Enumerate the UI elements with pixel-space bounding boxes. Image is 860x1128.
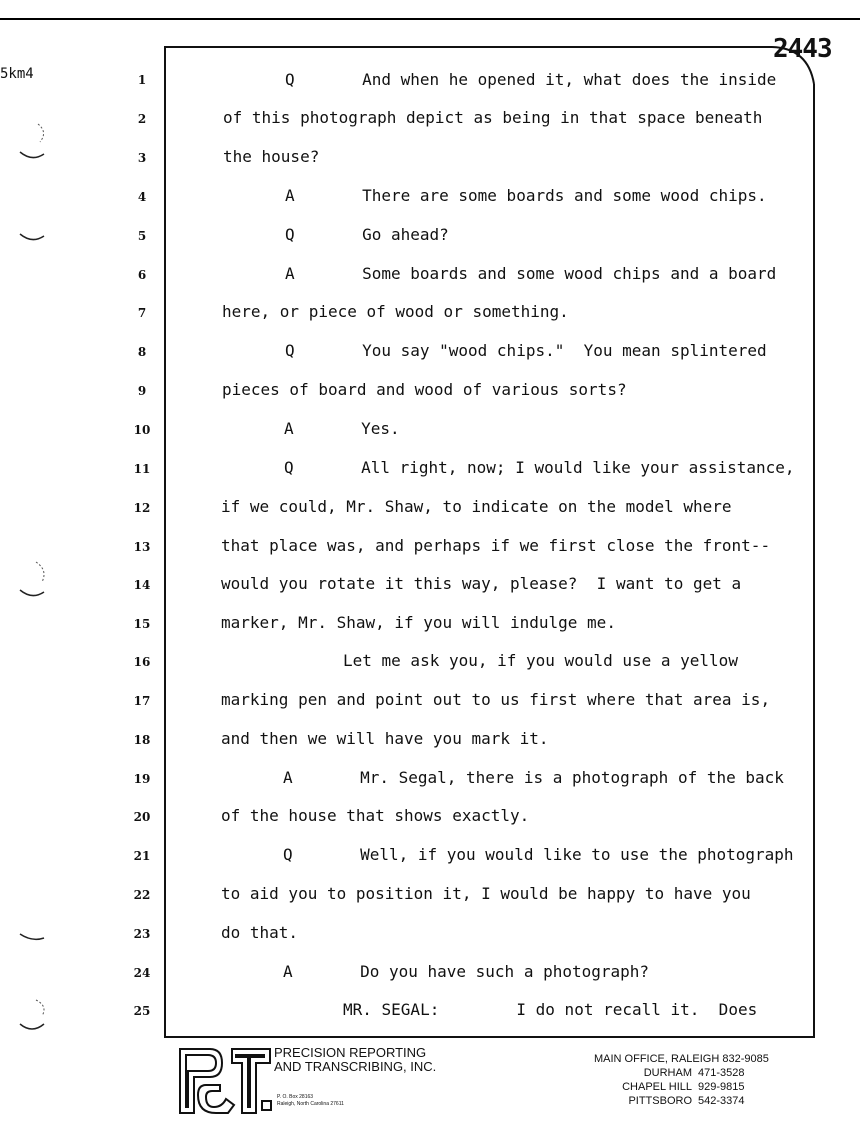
office-row xyxy=(594,1052,769,1066)
company-address xyxy=(277,1094,344,1108)
transcript-line: of the house that shows exactly. xyxy=(221,806,530,825)
frame-top-border xyxy=(164,46,772,48)
transcript-line: MR. SEGAL: I do not recall it. Does xyxy=(343,1000,758,1019)
office-name: CHAPEL HILL xyxy=(622,1081,692,1093)
line-number: 16 xyxy=(133,655,151,669)
transcript-line: that place was, and perhaps if we first close the front-- xyxy=(221,536,771,555)
line-number: 1 xyxy=(137,73,147,87)
address-line: P. O. Box 28163 xyxy=(277,1094,314,1100)
office-name: DURHAM xyxy=(643,1067,692,1079)
transcript-line: to aid you to position it, I would be happy to have you xyxy=(221,884,751,903)
top-rule xyxy=(0,0,860,20)
office-row xyxy=(594,1080,769,1094)
frame-left-border xyxy=(164,46,166,1038)
company-name-line: PRECISION REPORTING xyxy=(274,1045,427,1060)
frame-bottom-border xyxy=(164,1036,815,1038)
frame-right-border xyxy=(813,84,815,1038)
company-logo xyxy=(176,1045,272,1117)
transcript-line: would you rotate it this way, please? I want to get a xyxy=(221,574,742,593)
office-name: PITTSBORO xyxy=(628,1095,692,1107)
transcript-line: Q All right, now; I would like your assistance, xyxy=(284,458,795,477)
line-number: 22 xyxy=(133,888,151,902)
punch-hole-mark xyxy=(18,996,48,1036)
line-number: 5 xyxy=(137,229,147,243)
transcript-line: Q Go ahead? xyxy=(285,225,449,244)
office-row xyxy=(594,1094,769,1108)
punch-hole-mark xyxy=(18,228,48,248)
office-phone-list xyxy=(594,1052,769,1108)
transcript-line: Q You say "wood chips." You mean splintered xyxy=(285,341,767,360)
line-number: 13 xyxy=(133,540,151,554)
transcript-line: marker, Mr. Shaw, if you will indulge me. xyxy=(221,613,616,632)
company-name-line: AND TRANSCRIBING, INC. xyxy=(274,1059,437,1074)
office-row xyxy=(594,1066,769,1080)
punch-hole-mark xyxy=(18,558,48,602)
line-number: 9 xyxy=(137,384,147,398)
line-number: 12 xyxy=(133,501,151,515)
line-number: 2 xyxy=(137,112,147,126)
margin-code: 5km4 xyxy=(0,66,34,82)
line-number: 4 xyxy=(137,190,147,204)
line-number: 6 xyxy=(137,268,147,282)
line-number: 3 xyxy=(137,151,147,165)
transcript-line: here, or piece of wood or something. xyxy=(222,302,569,321)
line-number: 19 xyxy=(133,772,151,786)
line-number: 24 xyxy=(133,966,151,980)
line-number: 25 xyxy=(133,1004,151,1018)
transcript-line: Let me ask you, if you would use a yellow xyxy=(343,651,738,670)
line-number: 15 xyxy=(133,617,151,631)
transcript-line: A There are some boards and some wood chips. xyxy=(285,186,767,205)
line-number: 23 xyxy=(133,927,151,941)
transcript-line: of this photograph depict as being in that space beneath xyxy=(223,108,763,127)
transcript-line: do that. xyxy=(221,923,299,942)
transcript-line: the house? xyxy=(223,147,320,166)
line-number: 7 xyxy=(137,306,147,320)
transcript-line: marking pen and point out to us first where that area is, xyxy=(221,690,771,709)
transcript-line: A Some boards and some wood chips and a board xyxy=(285,264,777,283)
line-number: 11 xyxy=(133,462,151,476)
transcript-line: pieces of board and wood of various sorts? xyxy=(222,380,627,399)
transcript-line: Q And when he opened it, what does the inside xyxy=(285,70,777,89)
transcript-line: A Do you have such a photograph? xyxy=(283,962,650,981)
office-phone: 929-9815 xyxy=(698,1081,745,1093)
address-line: Raleigh, North Carolina 27611 xyxy=(277,1101,344,1107)
punch-hole-mark xyxy=(18,118,48,164)
line-number: 21 xyxy=(133,849,151,863)
office-name: MAIN OFFICE, RALEIGH xyxy=(594,1053,720,1065)
transcript-line: and then we will have you mark it. xyxy=(221,729,549,748)
punch-hole-mark xyxy=(18,928,48,948)
line-number: 18 xyxy=(133,733,151,747)
line-number: 8 xyxy=(137,345,147,359)
office-phone: 832-9085 xyxy=(722,1053,769,1065)
office-phone: 542-3374 xyxy=(698,1095,745,1107)
transcript-line: A Yes. xyxy=(284,419,400,438)
transcript-line: A Mr. Segal, there is a photograph of the back xyxy=(283,768,784,787)
transcript-line: Q Well, if you would like to use the photograph xyxy=(283,845,794,864)
company-name xyxy=(274,1046,436,1074)
line-number: 14 xyxy=(133,578,151,592)
transcript-line: if we could, Mr. Shaw, to indicate on the model where xyxy=(221,497,732,516)
page-number: 2443 xyxy=(773,34,832,64)
line-number: 20 xyxy=(133,810,151,824)
frame-corner-curve xyxy=(770,40,820,90)
line-number: 17 xyxy=(133,694,151,708)
line-number: 10 xyxy=(133,423,151,437)
office-phone: 471-3528 xyxy=(698,1067,745,1079)
